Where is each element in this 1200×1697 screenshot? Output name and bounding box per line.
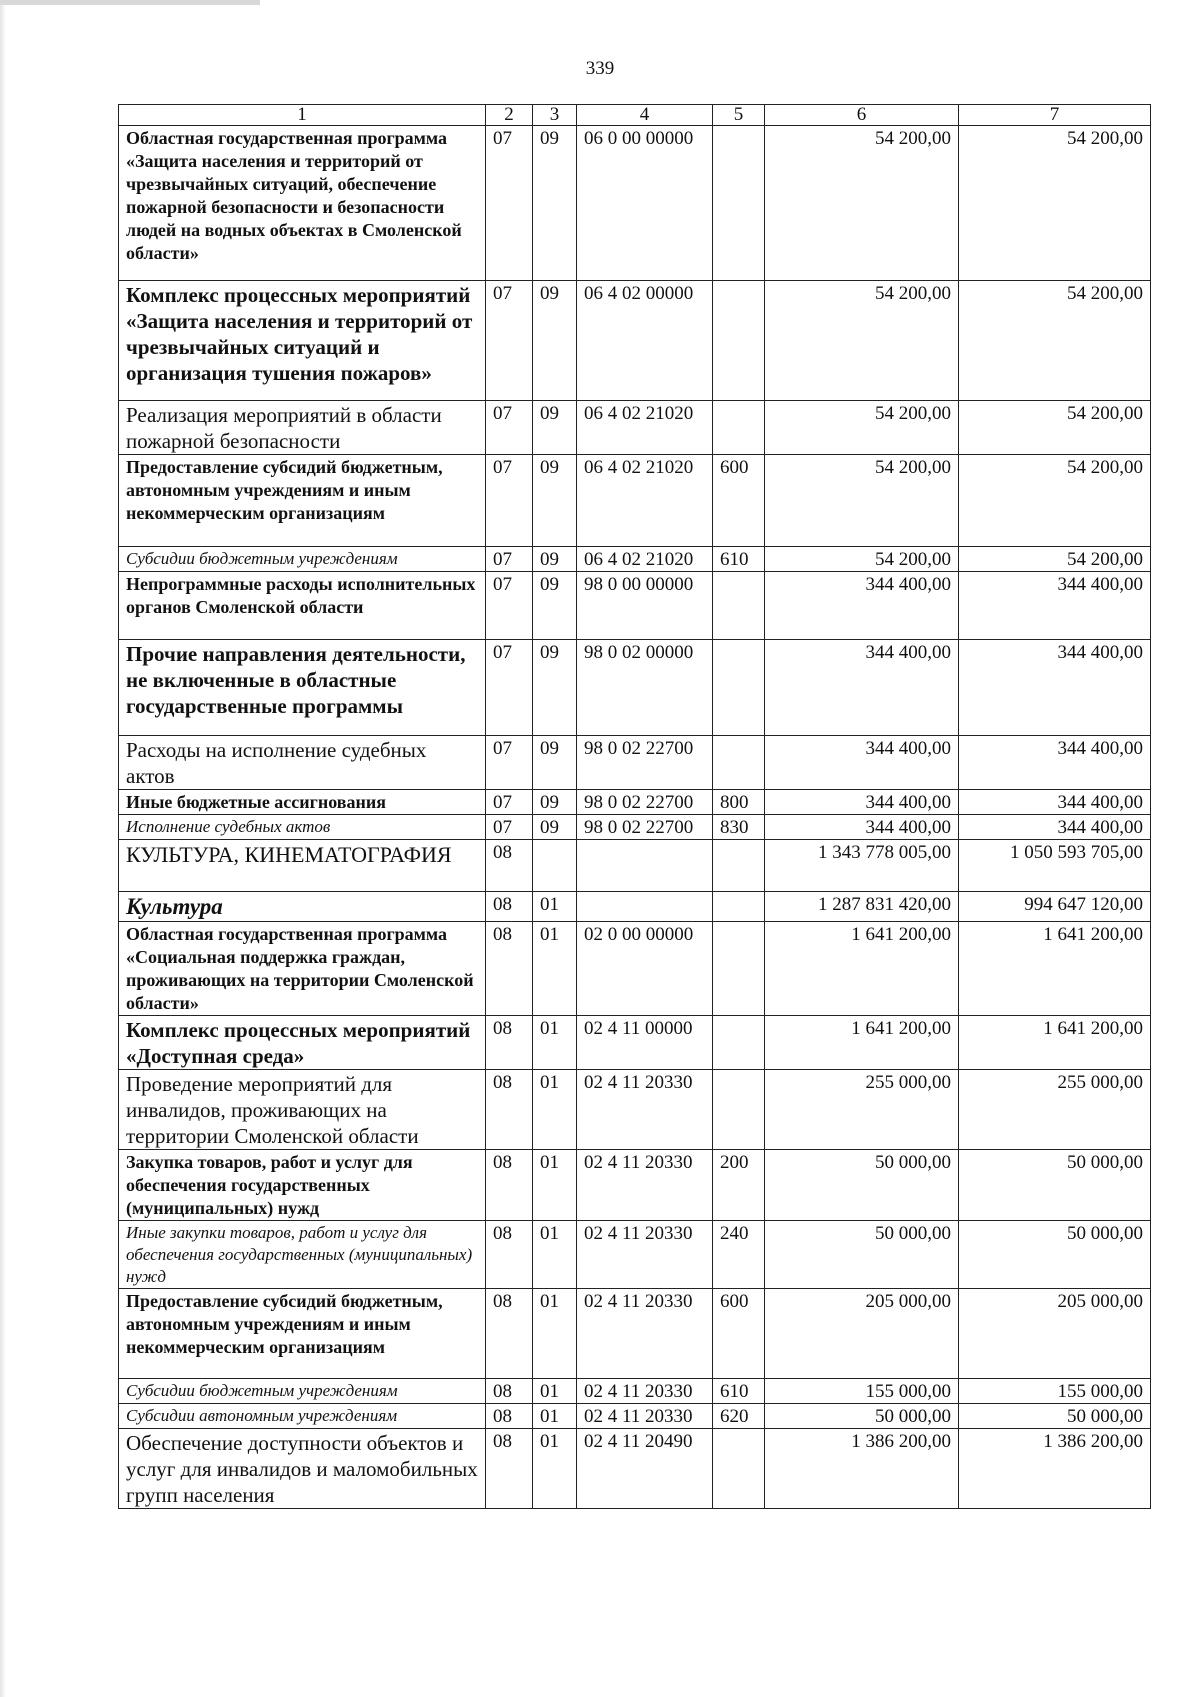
subsection-code: 01 xyxy=(533,892,577,922)
target-article-code: 06 4 02 21020 xyxy=(577,401,713,455)
item-name: Проведение мероприятий для инвалидов, проживающих на территории Смоленской области xyxy=(119,1070,486,1150)
amount-col-7: 54 200,00 xyxy=(959,547,1151,572)
target-article-code: 06 4 02 00000 xyxy=(577,281,713,401)
table-row xyxy=(119,815,1151,840)
column-header: 7 xyxy=(959,105,1151,126)
expense-type-code xyxy=(713,840,765,892)
section-code: 07 xyxy=(486,815,533,840)
expense-type-code: 830 xyxy=(713,815,765,840)
item-name: Предоставление субсидий бюджетным, автономным учреждениям и иным некоммерческим организациям xyxy=(119,455,486,547)
amount-col-6: 1 386 200,00 xyxy=(765,1429,959,1509)
amount-col-6: 50 000,00 xyxy=(765,1404,959,1429)
section-code: 08 xyxy=(486,1429,533,1509)
column-header: 2 xyxy=(486,105,533,126)
section-code: 07 xyxy=(486,736,533,790)
expense-type-code xyxy=(713,401,765,455)
expense-type-code xyxy=(713,892,765,922)
section-code: 07 xyxy=(486,572,533,640)
amount-col-6: 54 200,00 xyxy=(765,455,959,547)
section-code: 08 xyxy=(486,892,533,922)
subsection-code: 09 xyxy=(533,790,577,815)
table-row xyxy=(119,640,1151,736)
item-name: КУЛЬТУРА, КИНЕМАТОГРАФИЯ xyxy=(119,840,486,892)
section-code: 08 xyxy=(486,1016,533,1070)
target-article-code: 98 0 02 22700 xyxy=(577,815,713,840)
expense-type-code: 600 xyxy=(713,1289,765,1379)
column-header: 6 xyxy=(765,105,959,126)
item-name: Иные бюджетные ассигнования xyxy=(119,790,486,815)
item-name: Комплекс процессных мероприятий «Доступная среда» xyxy=(119,1016,486,1070)
amount-col-7: 54 200,00 xyxy=(959,281,1151,401)
item-name: Предоставление субсидий бюджетным, автономным учреждениям и иным некоммерческим организациям xyxy=(119,1289,486,1379)
section-code: 08 xyxy=(486,1289,533,1379)
amount-col-6: 344 400,00 xyxy=(765,790,959,815)
expense-type-code: 200 xyxy=(713,1150,765,1221)
amount-col-6: 1 641 200,00 xyxy=(765,922,959,1016)
expense-type-code: 240 xyxy=(713,1221,765,1289)
table-row xyxy=(119,1016,1151,1070)
amount-col-6: 1 287 831 420,00 xyxy=(765,892,959,922)
subsection-code: 01 xyxy=(533,1150,577,1221)
expense-type-code xyxy=(713,1016,765,1070)
amount-col-6: 155 000,00 xyxy=(765,1379,959,1404)
item-name: Областная государственная программа «Социальная поддержка граждан, проживающих на территории Смоленской области» xyxy=(119,922,486,1016)
expense-type-code: 610 xyxy=(713,1379,765,1404)
subsection-code: 09 xyxy=(533,126,577,281)
budget-table xyxy=(118,104,1151,1509)
section-code: 08 xyxy=(486,1150,533,1221)
target-article-code: 98 0 02 00000 xyxy=(577,640,713,736)
column-header: 3 xyxy=(533,105,577,126)
target-article-code: 06 0 00 00000 xyxy=(577,126,713,281)
amount-col-7: 255 000,00 xyxy=(959,1070,1151,1150)
section-code: 08 xyxy=(486,1221,533,1289)
item-name: Исполнение судебных актов xyxy=(119,815,486,840)
amount-col-6: 54 200,00 xyxy=(765,281,959,401)
section-code: 08 xyxy=(486,1404,533,1429)
expense-type-code xyxy=(713,1070,765,1150)
subsection-code: 01 xyxy=(533,1379,577,1404)
amount-col-7: 155 000,00 xyxy=(959,1379,1151,1404)
item-name: Культура xyxy=(119,892,486,922)
table-row xyxy=(119,736,1151,790)
target-article-code: 06 4 02 21020 xyxy=(577,547,713,572)
amount-col-7: 994 647 120,00 xyxy=(959,892,1151,922)
amount-col-7: 50 000,00 xyxy=(959,1221,1151,1289)
amount-col-6: 54 200,00 xyxy=(765,126,959,281)
target-article-code: 02 4 11 00000 xyxy=(577,1016,713,1070)
expense-type-code: 800 xyxy=(713,790,765,815)
section-code: 08 xyxy=(486,840,533,892)
expense-type-code xyxy=(713,281,765,401)
item-name: Реализация мероприятий в области пожарной безопасности xyxy=(119,401,486,455)
table-row xyxy=(119,1429,1151,1509)
table-row xyxy=(119,1379,1151,1404)
target-article-code: 02 4 11 20330 xyxy=(577,1379,713,1404)
page-number: 339 xyxy=(585,58,615,79)
target-article-code: 98 0 02 22700 xyxy=(577,790,713,815)
expense-type-code xyxy=(713,1429,765,1509)
section-code: 08 xyxy=(486,1379,533,1404)
subsection-code: 01 xyxy=(533,1016,577,1070)
subsection-code: 01 xyxy=(533,1404,577,1429)
amount-col-6: 50 000,00 xyxy=(765,1150,959,1221)
target-article-code: 02 0 00 00000 xyxy=(577,922,713,1016)
table-row xyxy=(119,1221,1151,1289)
table-row xyxy=(119,790,1151,815)
target-article-code: 02 4 11 20330 xyxy=(577,1404,713,1429)
amount-col-7: 344 400,00 xyxy=(959,790,1151,815)
table-row xyxy=(119,1289,1151,1379)
table-row xyxy=(119,401,1151,455)
amount-col-6: 344 400,00 xyxy=(765,815,959,840)
expense-type-code xyxy=(713,736,765,790)
target-article-code: 02 4 11 20330 xyxy=(577,1221,713,1289)
expense-type-code: 610 xyxy=(713,547,765,572)
section-code: 07 xyxy=(486,547,533,572)
item-name: Закупка товаров, работ и услуг для обеспечения государственных (муниципальных) нужд xyxy=(119,1150,486,1221)
section-code: 07 xyxy=(486,640,533,736)
expense-type-code xyxy=(713,640,765,736)
table-row xyxy=(119,281,1151,401)
target-article-code: 98 0 00 00000 xyxy=(577,572,713,640)
subsection-code: 09 xyxy=(533,572,577,640)
amount-col-7: 205 000,00 xyxy=(959,1289,1151,1379)
column-header: 5 xyxy=(713,105,765,126)
table-row xyxy=(119,547,1151,572)
item-name: Иные закупки товаров, работ и услуг для обеспечения государственных (муниципальных) нужд xyxy=(119,1221,486,1289)
item-name: Субсидии автономным учреждениям xyxy=(119,1404,486,1429)
amount-col-6: 344 400,00 xyxy=(765,736,959,790)
subsection-code: 01 xyxy=(533,1221,577,1289)
column-header: 1 xyxy=(119,105,486,126)
item-name: Прочие направления деятельности, не включенные в областные государственные программы xyxy=(119,640,486,736)
amount-col-7: 344 400,00 xyxy=(959,572,1151,640)
expense-type-code xyxy=(713,126,765,281)
target-article-code: 98 0 02 22700 xyxy=(577,736,713,790)
amount-col-6: 50 000,00 xyxy=(765,1221,959,1289)
section-code: 07 xyxy=(486,790,533,815)
item-name: Расходы на исполнение судебных актов xyxy=(119,736,486,790)
amount-col-6: 1 641 200,00 xyxy=(765,1016,959,1070)
scan-bar xyxy=(0,0,260,5)
item-name: Субсидии бюджетным учреждениям xyxy=(119,547,486,572)
subsection-code: 09 xyxy=(533,815,577,840)
target-article-code xyxy=(577,840,713,892)
amount-col-6: 255 000,00 xyxy=(765,1070,959,1150)
section-code: 07 xyxy=(486,401,533,455)
target-article-code: 02 4 11 20330 xyxy=(577,1070,713,1150)
expense-type-code: 620 xyxy=(713,1404,765,1429)
table-row xyxy=(119,840,1151,892)
subsection-code: 09 xyxy=(533,736,577,790)
amount-col-6: 344 400,00 xyxy=(765,640,959,736)
amount-col-6: 205 000,00 xyxy=(765,1289,959,1379)
subsection-code: 09 xyxy=(533,640,577,736)
subsection-code: 01 xyxy=(533,1070,577,1150)
section-code: 08 xyxy=(486,1070,533,1150)
table-row xyxy=(119,572,1151,640)
target-article-code: 06 4 02 21020 xyxy=(577,455,713,547)
table-row xyxy=(119,1404,1151,1429)
item-name: Непрограммные расходы исполнительных органов Смоленской области xyxy=(119,572,486,640)
amount-col-7: 1 050 593 705,00 xyxy=(959,840,1151,892)
target-article-code xyxy=(577,892,713,922)
section-code: 07 xyxy=(486,455,533,547)
header-row xyxy=(119,105,1151,126)
amount-col-6: 54 200,00 xyxy=(765,547,959,572)
amount-col-7: 1 641 200,00 xyxy=(959,1016,1151,1070)
table-row xyxy=(119,126,1151,281)
section-code: 07 xyxy=(486,126,533,281)
amount-col-7: 50 000,00 xyxy=(959,1404,1151,1429)
amount-col-7: 1 386 200,00 xyxy=(959,1429,1151,1509)
amount-col-6: 1 343 778 005,00 xyxy=(765,840,959,892)
item-name: Областная государственная программа «Защита населения и территорий от чрезвычайных ситуаций, обеспечение пожарной безопасности и безопасности людей на водных объектах в Смоленской области» xyxy=(119,126,486,281)
amount-col-6: 54 200,00 xyxy=(765,401,959,455)
table-row xyxy=(119,1070,1151,1150)
expense-type-code: 600 xyxy=(713,455,765,547)
section-code: 07 xyxy=(486,281,533,401)
target-article-code: 02 4 11 20490 xyxy=(577,1429,713,1509)
table-row xyxy=(119,892,1151,922)
subsection-code: 01 xyxy=(533,922,577,1016)
amount-col-7: 344 400,00 xyxy=(959,815,1151,840)
item-name: Субсидии бюджетным учреждениям xyxy=(119,1379,486,1404)
column-header: 4 xyxy=(577,105,713,126)
scan-edge xyxy=(0,0,6,1697)
subsection-code: 01 xyxy=(533,1289,577,1379)
target-article-code: 02 4 11 20330 xyxy=(577,1289,713,1379)
subsection-code: 09 xyxy=(533,455,577,547)
amount-col-7: 344 400,00 xyxy=(959,736,1151,790)
expense-type-code xyxy=(713,572,765,640)
table-row xyxy=(119,922,1151,1016)
amount-col-6: 344 400,00 xyxy=(765,572,959,640)
section-code: 08 xyxy=(486,922,533,1016)
table-row xyxy=(119,1150,1151,1221)
table-row xyxy=(119,455,1151,547)
amount-col-7: 54 200,00 xyxy=(959,126,1151,281)
amount-col-7: 50 000,00 xyxy=(959,1150,1151,1221)
item-name: Обеспечение доступности объектов и услуг для инвалидов и маломобильных групп населения xyxy=(119,1429,486,1509)
item-name: Комплекс процессных мероприятий «Защита населения и территорий от чрезвычайных ситуаций и организация тушения пожаров» xyxy=(119,281,486,401)
subsection-code: 09 xyxy=(533,281,577,401)
target-article-code: 02 4 11 20330 xyxy=(577,1150,713,1221)
subsection-code xyxy=(533,840,577,892)
subsection-code: 09 xyxy=(533,547,577,572)
amount-col-7: 54 200,00 xyxy=(959,401,1151,455)
expense-type-code xyxy=(713,922,765,1016)
subsection-code: 09 xyxy=(533,401,577,455)
table-body xyxy=(119,105,1151,1509)
amount-col-7: 54 200,00 xyxy=(959,455,1151,547)
amount-col-7: 344 400,00 xyxy=(959,640,1151,736)
amount-col-7: 1 641 200,00 xyxy=(959,922,1151,1016)
subsection-code: 01 xyxy=(533,1429,577,1509)
